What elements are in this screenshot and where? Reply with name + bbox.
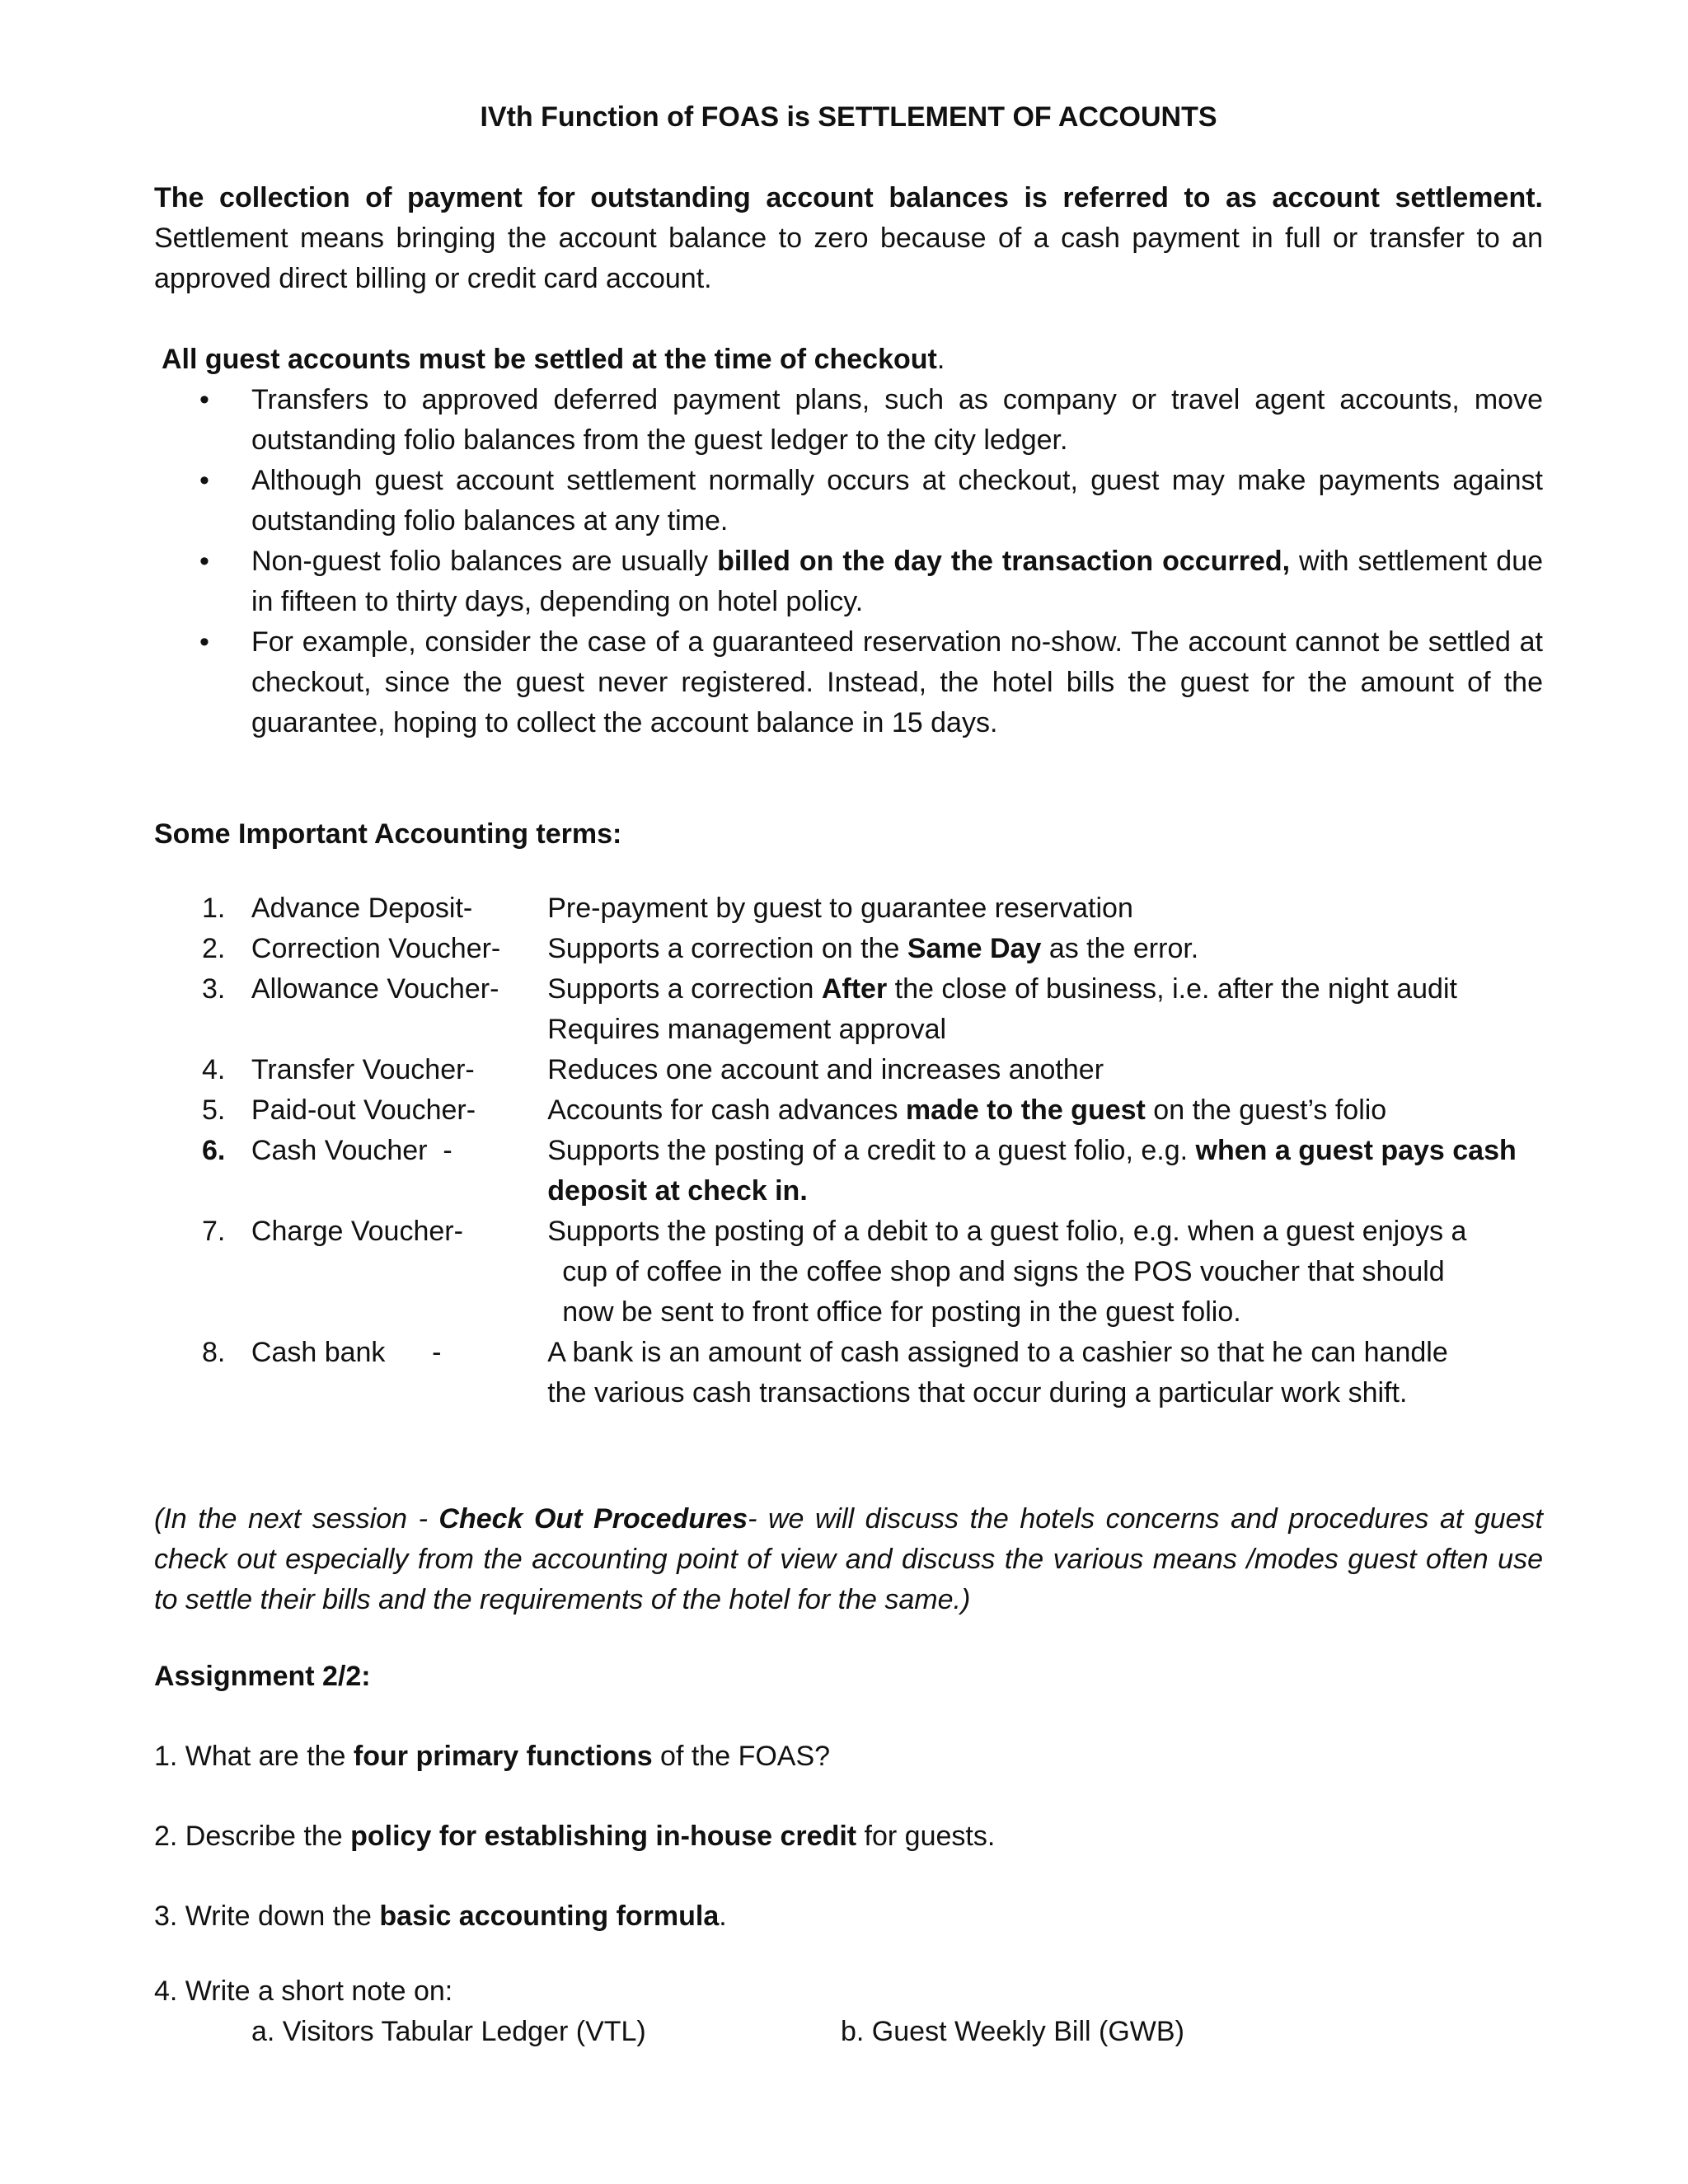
term-number: 1.	[202, 893, 226, 924]
note-text: - we will discuss the hotels concerns and procedures at guest check out especially from the accounting point of view and discuss the various means /modes guest often use to settle their bills and the requirements of the hotel for the same.)	[154, 1503, 1543, 1615]
list-item	[154, 461, 1543, 541]
list-item	[154, 622, 1543, 743]
term-name: Allowance Voucher-	[251, 973, 499, 1005]
short-note-a: a. Visitors Tabular Ledger (VTL)	[251, 2016, 646, 2047]
question-bold: basic accounting formula	[379, 1900, 720, 1932]
term-row	[202, 888, 1543, 929]
term-row	[202, 1050, 1543, 1090]
term-definition	[547, 1131, 1543, 1212]
term-name: Charge Voucher-	[251, 1216, 463, 1247]
next-session-note	[154, 1499, 1543, 1620]
term-number: 4.	[202, 1054, 226, 1085]
term-name: Advance Deposit-	[251, 893, 473, 924]
intro-paragraph	[154, 178, 1543, 299]
page-title: IVth Function of FOAS is SETTLEMENT OF ACCOUNTS	[480, 101, 1217, 133]
term-name: Paid-out Voucher-	[251, 1094, 476, 1126]
question-text: for guests.	[856, 1821, 996, 1852]
term-definition: Pre-payment by guest to guarantee reservation	[547, 893, 1133, 924]
bullet-icon: •	[199, 546, 209, 577]
list-item	[154, 380, 1543, 461]
short-note-b: b. Guest Weekly Bill (GWB)	[841, 2016, 1184, 2047]
term-def-bold: After	[821, 973, 888, 1005]
term-def-text: Supports the posting of a credit to a guest folio, e.g.	[547, 1135, 1196, 1166]
bullet-text: Transfers to approved deferred payment plans, such as company or travel agent accounts, move outstanding folio balances from the guest ledger to the city ledger.	[251, 384, 1543, 456]
term-def-text: Requires management approval	[547, 1014, 947, 1045]
question-bold: four primary functions	[353, 1741, 653, 1772]
term-name: Cash Voucher -	[251, 1135, 452, 1166]
bullet-text: with settlement due in fifteen to thirty days, depending on hotel policy.	[251, 546, 1544, 617]
bullet-bold: billed on the day the transaction occurred,	[717, 546, 1291, 577]
intro-text: Settlement means bringing the account balance to zero because of a cash payment in full or transfer to an approved direct billing or credit card account.	[154, 223, 1543, 294]
terms-heading: Some Important Accounting terms:	[154, 818, 622, 850]
term-def-text: cup of coffee in the coffee shop and signs the POS voucher that should	[562, 1256, 1445, 1287]
term-def-text: A bank is an amount of cash assigned to a cashier so that he can handle	[547, 1337, 1448, 1368]
note-bold: Check Out Procedures	[438, 1503, 748, 1535]
term-definition	[547, 929, 1543, 969]
term-definition: Reduces one account and increases another	[547, 1054, 1104, 1085]
term-def-text: Accounts for cash advances	[547, 1094, 906, 1126]
bullet-text: For example, consider the case of a guaranteed reservation no-show. The account cannot be settled at checkout, since the guest never registered. Instead, the hotel bills the guest for the amount of the guarantee, hoping to collect the account balance in 15 days.	[251, 626, 1543, 738]
question-text: 1. What are the	[154, 1741, 354, 1772]
term-row	[202, 1131, 1543, 1212]
bullet-text: Non-guest folio balances are usually	[251, 546, 718, 577]
term-def-text: now be sent to front office for posting in the guest folio.	[562, 1296, 1241, 1328]
assignment-question	[154, 1816, 1543, 1857]
question-text: 3. Write down the	[154, 1900, 380, 1932]
list-item	[154, 541, 1543, 622]
term-name: Transfer Voucher-	[251, 1054, 475, 1085]
term-def-bold: made to the guest	[905, 1094, 1146, 1126]
term-def-text: Supports a correction	[547, 973, 822, 1005]
term-def-text: as the error.	[1041, 933, 1199, 964]
term-row	[202, 1212, 1543, 1333]
term-row	[202, 969, 1543, 1050]
term-def-bold: Same Day	[907, 933, 1042, 964]
term-def-text: the close of business, i.e. after the night audit	[887, 973, 1457, 1005]
term-row	[202, 1090, 1543, 1131]
question-text: 4. Write a short note on:	[154, 1975, 453, 2007]
term-def-text: Supports a correction on the	[547, 933, 907, 964]
document-page	[154, 97, 1543, 2052]
term-row	[202, 1333, 1543, 1413]
note-text: (In the next session -	[154, 1503, 439, 1535]
term-def-bold: when a guest pays cash deposit at check in.	[547, 1135, 1517, 1207]
question-bold: policy for establishing in-house credit	[350, 1821, 857, 1852]
term-number: 2.	[202, 933, 226, 964]
term-def-text: Supports the posting of a debit to a guest folio, e.g. when a guest enjoys a	[547, 1216, 1467, 1247]
term-def-text: on the guest’s folio	[1145, 1094, 1387, 1126]
term-row	[202, 929, 1543, 969]
term-definition	[547, 1333, 1543, 1413]
bullet-text: Although guest account settlement normally occurs at checkout, guest may make payments against outstanding folio balances at any time.	[251, 465, 1543, 537]
term-definition	[547, 969, 1543, 1050]
assignment-question	[154, 1971, 1543, 2012]
short-note-options	[154, 2012, 1543, 2052]
assignment-question	[154, 1736, 1543, 1777]
term-number: 3.	[202, 973, 226, 1005]
term-definition	[547, 1090, 1543, 1131]
settlement-bullets	[154, 380, 1543, 743]
question-text: of the FOAS?	[652, 1741, 831, 1772]
question-text: 2. Describe the	[154, 1821, 351, 1852]
intro-bold: The collection of payment for outstanding account balances is referred to as account settlement.	[154, 182, 1543, 213]
term-name: Cash bank -	[251, 1337, 442, 1368]
bullet-icon: •	[199, 465, 209, 496]
assignment-heading: Assignment 2/2:	[154, 1661, 371, 1692]
term-name: Correction Voucher-	[251, 933, 501, 964]
bullet-icon: •	[199, 384, 209, 415]
bullet-icon: •	[199, 626, 209, 658]
question-text: .	[719, 1900, 727, 1932]
all-guest-end: .	[936, 344, 945, 375]
all-guest-statement	[154, 340, 1543, 380]
assignment-question	[154, 1896, 1543, 1937]
term-definition	[547, 1212, 1543, 1333]
all-guest-bold: All guest accounts must be settled at the time of checkout	[162, 344, 937, 375]
term-number: 7.	[202, 1216, 226, 1247]
term-def-text: the various cash transactions that occur during a particular work shift.	[547, 1377, 1408, 1408]
terms-list	[202, 888, 1543, 1413]
term-number: 6.	[202, 1135, 226, 1166]
term-number: 8.	[202, 1337, 226, 1368]
term-number: 5.	[202, 1094, 226, 1126]
